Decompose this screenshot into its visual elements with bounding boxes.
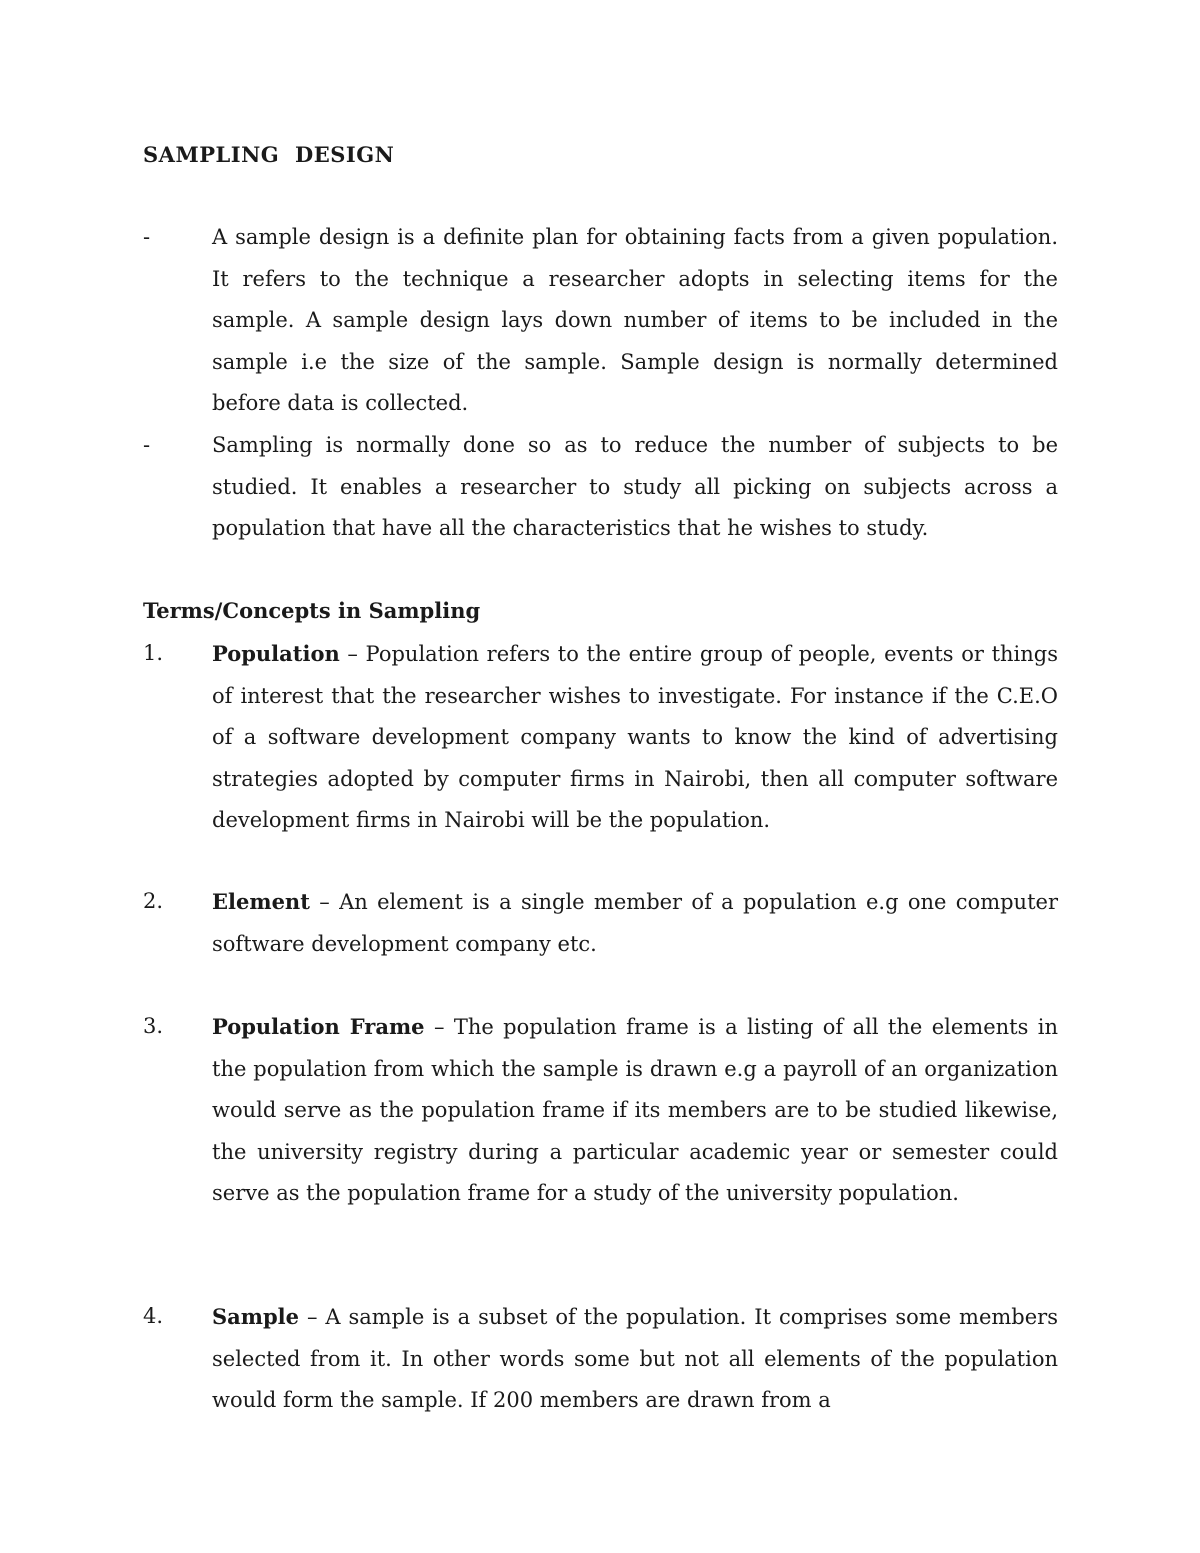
bullet-marker: -: [143, 225, 151, 249]
term-definition: – Population refers to the entire group of people, events or things of interest that the researcher wishes to investigate. For instance if the C.E.O of a software development company wants to know the kind of advertising strategies adopted by computer firms in Nairobi, then all computer software development firms in Nairobi will be the population.: [212, 642, 1058, 832]
term-paragraph: [212, 1296, 1058, 1422]
term-definition: – A sample is a subset of the population. It comprises some members selected from it. In other words some but not all elements of the population would form the sample. If 200 members are drawn from a: [212, 1305, 1058, 1412]
term-paragraph: [212, 1006, 1058, 1215]
term-number: 2.: [143, 889, 164, 913]
bullet-text: A sample design is a definite plan for obtaining facts from a given population. It refers to the technique a researcher adopts in selecting items for the sample. A sample design lays down number of items to be included in the sample i.e the size of the sample. Sample design is normally determined before data is collected.: [212, 225, 1058, 415]
term-number: 3.: [143, 1014, 164, 1038]
bullet-marker: -: [143, 433, 151, 457]
term-definition: – The population frame is a listing of all the elements in the population from which the sample is drawn e.g a payroll of an organization would serve as the population frame if its members are to be studied likewise, the university registry during a particular academic year or semester could serve as the population frame for a study of the university population.: [212, 1015, 1058, 1205]
bullet-text: Sampling is normally done so as to reduce the number of subjects to be studied. It enables a researcher to study all picking on subjects across a population that have all the characteristics that he wishes to study.: [212, 433, 1058, 540]
term-paragraph: [212, 881, 1058, 965]
term-definition: – An element is a single member of a population e.g one computer software development company etc.: [212, 890, 1058, 956]
page-title: SAMPLING DESIGN: [143, 142, 395, 167]
term-name: Sample: [212, 1304, 300, 1329]
term-name: Element: [212, 889, 310, 914]
section-heading: Terms/Concepts in Sampling: [143, 598, 481, 623]
term-number: 4.: [143, 1304, 164, 1328]
term-name: Population: [212, 641, 340, 666]
term-name: Population Frame: [212, 1014, 425, 1039]
term-paragraph: [212, 633, 1058, 842]
term-number: 1.: [143, 641, 164, 665]
